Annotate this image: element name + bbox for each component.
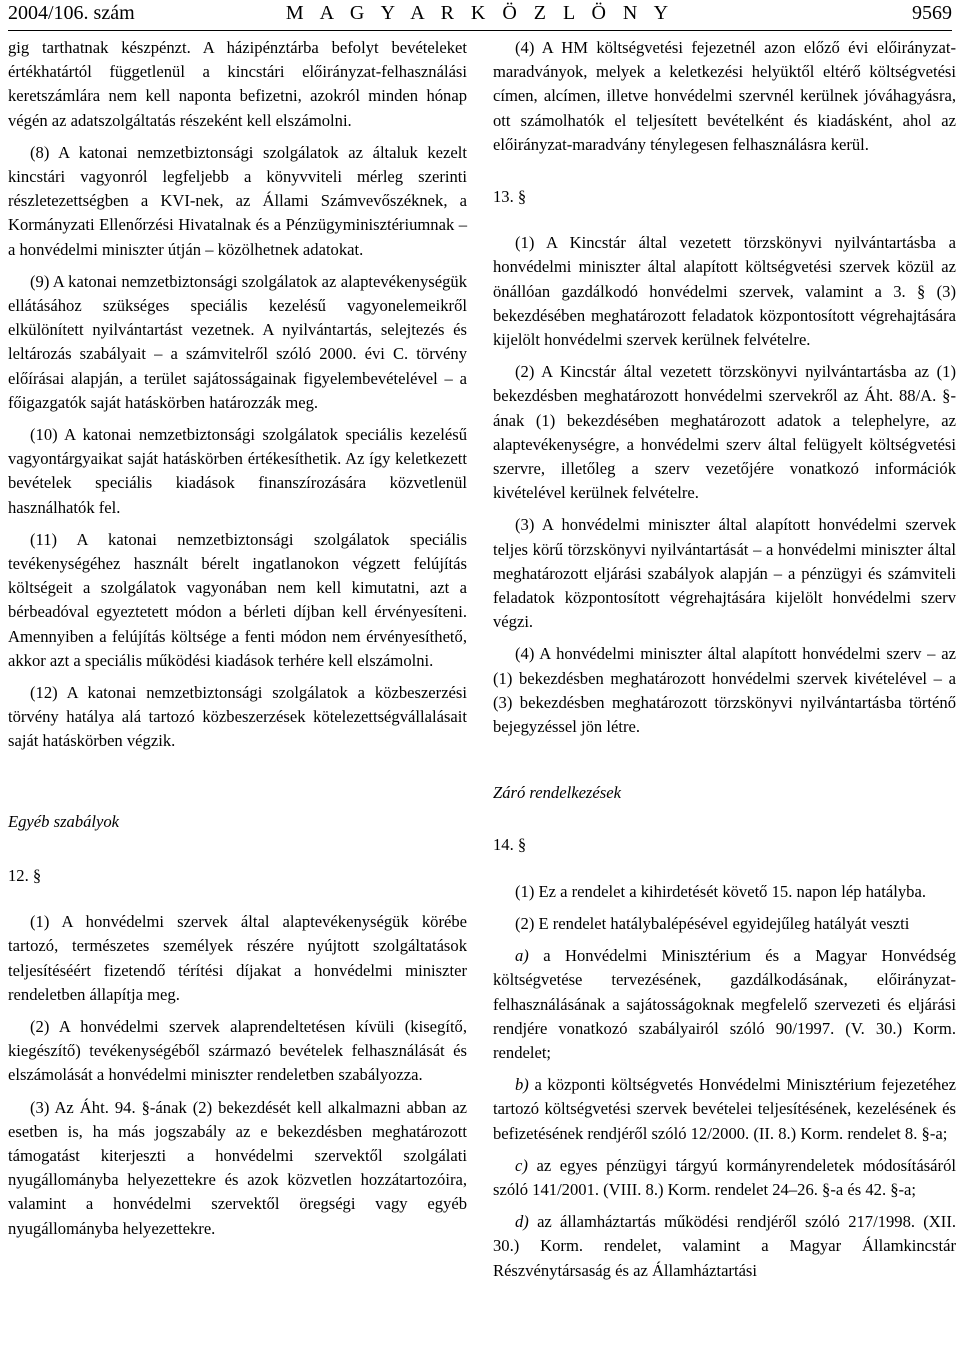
section-13-paragraph-3: (3) A honvédelmi miniszter által alapított honvédelmi szervek teljes körű törzskönyvi nyilvántartását – a honvédelmi miniszter által meghatározott eljárási szabályok alapján – a pénzügyi és számviteli feladatok központosított végrehajtására kijelölt honvédelmi szerv végzi. (493, 515, 956, 632)
page-number: 9569 (912, 2, 952, 24)
paragraph-12: (12) A katonai nemzetbiztonsági szolgálatok a közbeszerzési törvény hatálya alá tartozó közbeszerzések kötelezettségvállalásait saját hatáskörben végzik. (8, 683, 467, 751)
paragraph-4-continuation: (4) A HM költségvetési fejezetnél azon előző évi előirányzat-maradványok, melyek a keletkezési helyüktől eltérő költségvetési címen, alcímen, illetve honvédelmi szervnél kerülnek jóváhagyásra, ott számolhatók el teljesített bevételként és kiadásként, ahol az előirányzat-maradvány ténylegesen felhasználásra kerül. (493, 38, 956, 154)
item-label-a: a) (515, 946, 529, 966)
item-text-a: a Honvédelmi Minisztérium és a Magyar Honvédség költségvetése tervezésének, gazdálkodásának, előirányzat-felhasználásának a sajátosságoknak megfelelő szervezeti és eljárási rendjére vonatkozó szabályairól szóló 90/1997. (V. 30.) Korm. rendelet; (493, 946, 956, 1062)
item-label-c: c) (515, 1155, 528, 1175)
item-text-d: az államháztartás működési rendjéről szóló 217/1998. (XII. 30.) Korm. rendelet, valamint a Magyar Államkincstár Részvénytársaság és az Államháztartási (493, 1212, 956, 1280)
section-12-paragraph-1: (1) A honvédelmi szervek által alaptevékenységük körébe tartozó, természetes személyek részére nyújtott szolgáltatások teljesítéséért fizetendő térítési díjakat a honvédelmi miniszter rendeletben állapítja meg. (8, 912, 467, 1004)
paragraph-11: (11) A katonai nemzetbiztonsági szolgálatok speciális tevékenységéhez használt bérelt ingatlanokon végzett felújítás költségeit a szolgálatok vagyonában nem kell kimutatni, azt a bérbeadóval egyeztetett módon a bérleti díjban kell érvényesíteni. Amennyiben a felújítás költsége a fenti módon nem érvényesíthető, akkor azt a speciális működési kiadások terhére kell elszámolni. (8, 529, 467, 670)
section-13-paragraph-2: (2) A Kincstár által vezetett törzskönyvi nyilvántartásba az (1) bekezdésben meghatározott honvédelmi szervekről az Áht. 88/A. §-ának (1) bekezdésében meghatározott adatok a telephelyre, az alaptevékenységre, a honvédelmi szerv által felügyelt költségvetési szervre, illetőleg a szerv vezetőjére vonatkozó információk kivételével kerülnek felvételre. (493, 362, 956, 503)
paragraph-9: (9) A katonai nemzetbiztonsági szolgálatok az alaptevékenységük ellátásához szükséges speciális kezelésű vagyonelemeikről elkülönített nyilvántartást vezetnek. A nyilvántartás, selejtezés és leltározás szabályait – a számvitelről szóló 2000. évi C. törvény előírásai alapján, a terület sajátosságainak figyelembevételével – a főigazgatók saját hatáskörben határozzák meg. (8, 271, 467, 412)
section-13-paragraph-4: (4) A honvédelmi miniszter által alapított honvédelmi szerv – az (1) bekezdésben meghatározott honvédelmi szervek kivételével – a (3) bekezdésben meghatározott törzskönyvi nyilvántartásba történő bejegyzéssel jön létre. (493, 644, 956, 737)
section-14-number: 14. § (493, 835, 527, 855)
item-label-d: d) (515, 1212, 529, 1232)
item-label-b: b) (515, 1075, 529, 1095)
repeal-item-b (493, 1073, 956, 1146)
issue-number: 2004/106. szám (8, 2, 135, 24)
repeal-item-c (493, 1154, 956, 1202)
section-13-paragraph-1: (1) A Kincstár által vezetett törzskönyvi nyilvántartásba a honvédelmi miniszter által alapított költségvetési szervek közül az önállóan gazdálkodó honvédelmi szervek, valamint a 3. § (3) bekezdésében meghatározott feladatok központosított végrehajtására kijelölt honvédelmi szervek kerülnek felvételre. (493, 233, 956, 350)
repeal-item-a (493, 944, 956, 1065)
section-heading-zaro: Záró rendelkezések (493, 783, 621, 803)
header-divider (8, 30, 952, 31)
section-13-number: 13. § (493, 187, 527, 207)
publication-title: M A G Y A R K Ö Z L Ö N Y (285, 2, 675, 24)
section-heading-egyeb: Egyéb szabályok (8, 811, 120, 831)
left-column (8, 36, 467, 1249)
page-header (8, 0, 952, 28)
right-column (493, 36, 956, 1291)
item-text-b: a központi költségvetés Honvédelmi Minisztérium fejezetéhez tartozó költségvetési szervek bevételei teljesítésének, kezelésének és befizetésének rendjéről szóló 12/2000. (II. 8.) Korm. rendelet 8. §-a; (493, 1075, 956, 1143)
paragraph-8: (8) A katonai nemzetbiztonsági szolgálatok az általuk kezelt kincstári vagyonról legfeljebb a könyvviteli mérleg szerinti részletezettségben a KVI-nek, az Állami Számvevőszéknek, a Kormányzati Ellenőrzési Hivatalnak és a Pénzügyminisztériumnak – a honvédelmi miniszter útján – közölhetnek adatokat. (8, 142, 467, 259)
paragraph-10: (10) A katonai nemzetbiztonsági szolgálatok speciális kezelésű vagyontárgyaikat saját hatáskörben értékesíthetik. Az így keletkezett bevételek speciális kiadások finanszírozására közvetlenül használhatók fel. (8, 425, 467, 517)
section-14-paragraph-1: (1) Ez a rendelet a kihirdetését követő 15. napon lép hatályba. (515, 881, 926, 901)
section-12-paragraph-2: (2) A honvédelmi szervek alaprendeltetésen kívüli (kisegítő, kiegészítő) tevékenységéből származó bevételek felhasználását és elszámolását a honvédelmi miniszter rendeletben szabályozza. (8, 1016, 467, 1085)
item-text-c: az egyes pénzügyi tárgyú kormányrendeletek módosításáról szóló 141/2001. (VIII. 8.) Korm. rendelet 24–26. §-a és 42. §-a; (493, 1155, 956, 1199)
repeal-item-d (493, 1210, 956, 1283)
section-12-number: 12. § (8, 865, 42, 885)
section-14-paragraph-2: (2) E rendelet hatálybalépésével egyidejűleg hatályát veszti (515, 913, 910, 933)
section-12-paragraph-3: (3) Az Áht. 94. §-ának (2) bekezdését kell alkalmazni abban az esetben is, ha más jogszabály az e bekezdésben meghatározott támogatást kiterjeszti a honvédelmi szervektől szolgálati nyugállományba helyezettekre és azok közvetlen hozzátartozóira, valamint a honvédelmi szervektől öregségi vagy egyéb nyugállományba helyezettekre. (8, 1097, 467, 1238)
paragraph-continuation: gig tarthatnak készpénzt. A házipénztárba befolyt bevételeket értékhatártól függetlenül a kincstári előirányzat-felhasználási keretszámlára nem kell naponta befizetni, azokról minden hónap végén az adatszolgáltatás részeként kell elszámolni. (8, 38, 467, 130)
